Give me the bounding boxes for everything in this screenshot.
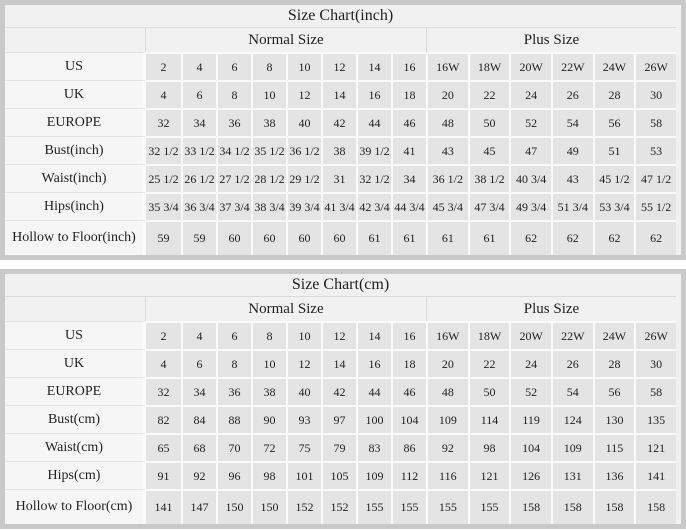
size-value-cell: 61 bbox=[426, 220, 468, 255]
size-value-cell: 116 bbox=[426, 461, 468, 489]
size-value-cell: 29 1/2 bbox=[286, 164, 321, 192]
size-value-cell: 16 bbox=[391, 52, 426, 80]
size-value-cell: 54 bbox=[551, 377, 593, 405]
size-value-cell: 50 bbox=[468, 108, 510, 136]
size-value-cell: 14 bbox=[321, 80, 356, 108]
size-value-cell: 52 bbox=[509, 377, 551, 405]
size-value-cell: 40 bbox=[286, 108, 321, 136]
size-value-cell: 62 bbox=[634, 220, 676, 255]
size-value-cell: 34 bbox=[391, 164, 426, 192]
size-value-cell: 92 bbox=[426, 433, 468, 461]
size-value-cell: 37 3/4 bbox=[216, 192, 251, 220]
size-value-cell: 6 bbox=[216, 321, 251, 349]
size-value-cell: 150 bbox=[251, 489, 286, 524]
table-row bbox=[5, 489, 676, 524]
size-value-cell: 18W bbox=[468, 52, 510, 80]
size-value-cell: 47 3/4 bbox=[468, 192, 510, 220]
size-value-cell: 84 bbox=[181, 405, 216, 433]
row-label: Hollow to Floor(inch) bbox=[5, 220, 146, 255]
size-value-cell: 114 bbox=[468, 405, 510, 433]
size-value-cell: 61 bbox=[356, 220, 391, 255]
size-value-cell: 26W bbox=[634, 52, 676, 80]
size-value-cell: 158 bbox=[593, 489, 635, 524]
size-value-cell: 92 bbox=[181, 461, 216, 489]
row-label: EUROPE bbox=[5, 108, 146, 136]
size-value-cell: 16 bbox=[391, 321, 426, 349]
table-row bbox=[5, 52, 676, 80]
table-row bbox=[5, 349, 676, 377]
size-value-cell: 98 bbox=[251, 461, 286, 489]
size-value-cell: 20W bbox=[509, 52, 551, 80]
size-value-cell: 48 bbox=[426, 377, 468, 405]
size-value-cell: 42 bbox=[321, 377, 356, 405]
size-value-cell: 86 bbox=[391, 433, 426, 461]
size-value-cell: 20 bbox=[426, 349, 468, 377]
size-value-cell: 155 bbox=[391, 489, 426, 524]
size-value-cell: 2 bbox=[146, 321, 181, 349]
size-value-cell: 43 bbox=[551, 164, 593, 192]
size-value-cell: 28 bbox=[593, 80, 635, 108]
size-value-cell: 8 bbox=[216, 349, 251, 377]
size-value-cell: 68 bbox=[181, 433, 216, 461]
size-value-cell: 40 bbox=[286, 377, 321, 405]
normal-size-header: Normal Size bbox=[146, 28, 426, 52]
size-value-cell: 59 bbox=[146, 220, 181, 255]
size-value-cell: 12 bbox=[286, 80, 321, 108]
size-value-cell: 28 1/2 bbox=[251, 164, 286, 192]
size-value-cell: 34 1/2 bbox=[216, 136, 251, 164]
size-value-cell: 36 1/2 bbox=[286, 136, 321, 164]
size-value-cell: 60 bbox=[216, 220, 251, 255]
table-row bbox=[5, 220, 676, 255]
column-group-row bbox=[5, 28, 676, 52]
size-value-cell: 62 bbox=[593, 220, 635, 255]
table-row bbox=[5, 461, 676, 489]
size-value-cell: 42 bbox=[321, 108, 356, 136]
size-value-cell: 53 3/4 bbox=[593, 192, 635, 220]
table-row bbox=[5, 108, 676, 136]
size-value-cell: 26 bbox=[551, 80, 593, 108]
table-row bbox=[5, 80, 676, 108]
size-value-cell: 16 bbox=[356, 349, 391, 377]
size-table-body bbox=[5, 52, 676, 255]
size-value-cell: 24W bbox=[593, 52, 635, 80]
size-value-cell: 112 bbox=[391, 461, 426, 489]
size-value-cell: 40 3/4 bbox=[509, 164, 551, 192]
chart-title-row bbox=[5, 5, 676, 28]
size-value-cell: 152 bbox=[286, 489, 321, 524]
size-value-cell: 35 3/4 bbox=[146, 192, 181, 220]
size-value-cell: 98 bbox=[468, 433, 510, 461]
size-value-cell: 62 bbox=[509, 220, 551, 255]
size-value-cell: 10 bbox=[251, 80, 286, 108]
size-value-cell: 42 3/4 bbox=[356, 192, 391, 220]
size-table-body bbox=[5, 321, 676, 524]
size-value-cell: 32 bbox=[146, 108, 181, 136]
size-value-cell: 46 bbox=[391, 377, 426, 405]
table-row bbox=[5, 192, 676, 220]
size-value-cell: 54 bbox=[551, 108, 593, 136]
size-value-cell: 45 3/4 bbox=[426, 192, 468, 220]
size-value-cell: 79 bbox=[321, 433, 356, 461]
size-value-cell: 38 bbox=[251, 377, 286, 405]
size-chart-cm-table bbox=[5, 274, 676, 524]
size-value-cell: 58 bbox=[634, 108, 676, 136]
size-value-cell: 18W bbox=[468, 321, 510, 349]
size-value-cell: 131 bbox=[551, 461, 593, 489]
size-value-cell: 58 bbox=[634, 377, 676, 405]
size-value-cell: 32 1/2 bbox=[356, 164, 391, 192]
size-value-cell: 16W bbox=[426, 321, 468, 349]
size-value-cell: 43 bbox=[426, 136, 468, 164]
chart-title: Size Chart(inch) bbox=[5, 5, 676, 28]
size-value-cell: 38 3/4 bbox=[251, 192, 286, 220]
size-value-cell: 16W bbox=[426, 52, 468, 80]
size-value-cell: 24 bbox=[509, 80, 551, 108]
size-value-cell: 22 bbox=[468, 349, 510, 377]
size-value-cell: 121 bbox=[468, 461, 510, 489]
size-value-cell: 155 bbox=[468, 489, 510, 524]
table-row bbox=[5, 321, 676, 349]
size-value-cell: 152 bbox=[321, 489, 356, 524]
size-value-cell: 45 1/2 bbox=[593, 164, 635, 192]
size-value-cell: 105 bbox=[321, 461, 356, 489]
size-value-cell: 44 bbox=[356, 108, 391, 136]
size-value-cell: 6 bbox=[216, 52, 251, 80]
size-value-cell: 24 bbox=[509, 349, 551, 377]
size-chart-inch-table bbox=[5, 5, 676, 255]
size-value-cell: 155 bbox=[426, 489, 468, 524]
size-value-cell: 8 bbox=[216, 80, 251, 108]
size-value-cell: 34 bbox=[181, 108, 216, 136]
size-value-cell: 26 bbox=[551, 349, 593, 377]
size-value-cell: 62 bbox=[551, 220, 593, 255]
size-value-cell: 82 bbox=[146, 405, 181, 433]
table-row bbox=[5, 164, 676, 192]
size-value-cell: 124 bbox=[551, 405, 593, 433]
size-value-cell: 14 bbox=[321, 349, 356, 377]
size-value-cell: 32 bbox=[146, 377, 181, 405]
size-value-cell: 30 bbox=[634, 80, 676, 108]
size-value-cell: 8 bbox=[251, 321, 286, 349]
size-value-cell: 36 bbox=[216, 108, 251, 136]
size-value-cell: 109 bbox=[551, 433, 593, 461]
size-value-cell: 12 bbox=[321, 52, 356, 80]
size-value-cell: 91 bbox=[146, 461, 181, 489]
size-value-cell: 4 bbox=[181, 52, 216, 80]
size-value-cell: 18 bbox=[391, 80, 426, 108]
size-value-cell: 38 1/2 bbox=[468, 164, 510, 192]
size-value-cell: 12 bbox=[286, 349, 321, 377]
table-row bbox=[5, 377, 676, 405]
row-label: Waist(cm) bbox=[5, 433, 146, 461]
size-value-cell: 121 bbox=[634, 433, 676, 461]
size-value-cell: 48 bbox=[426, 108, 468, 136]
size-chart-inch-panel bbox=[0, 0, 686, 260]
row-label: Hips(inch) bbox=[5, 192, 146, 220]
size-value-cell: 44 3/4 bbox=[391, 192, 426, 220]
row-label: US bbox=[5, 52, 146, 80]
size-value-cell: 50 bbox=[468, 377, 510, 405]
row-label: Hips(cm) bbox=[5, 461, 146, 489]
size-value-cell: 93 bbox=[286, 405, 321, 433]
size-value-cell: 33 1/2 bbox=[181, 136, 216, 164]
column-group-row bbox=[5, 297, 676, 321]
row-label: Bust(cm) bbox=[5, 405, 146, 433]
size-value-cell: 38 bbox=[321, 136, 356, 164]
table-row bbox=[5, 136, 676, 164]
size-value-cell: 52 bbox=[509, 108, 551, 136]
row-label: Bust(inch) bbox=[5, 136, 146, 164]
size-value-cell: 72 bbox=[251, 433, 286, 461]
size-value-cell: 56 bbox=[593, 377, 635, 405]
size-value-cell: 14 bbox=[356, 321, 391, 349]
size-value-cell: 60 bbox=[251, 220, 286, 255]
size-value-cell: 4 bbox=[181, 321, 216, 349]
size-value-cell: 158 bbox=[509, 489, 551, 524]
row-label: UK bbox=[5, 80, 146, 108]
size-value-cell: 4 bbox=[146, 80, 181, 108]
size-value-cell: 41 3/4 bbox=[321, 192, 356, 220]
size-value-cell: 28 bbox=[593, 349, 635, 377]
size-value-cell: 10 bbox=[286, 321, 321, 349]
size-value-cell: 14 bbox=[356, 52, 391, 80]
size-value-cell: 60 bbox=[321, 220, 356, 255]
size-value-cell: 49 bbox=[551, 136, 593, 164]
size-value-cell: 147 bbox=[181, 489, 216, 524]
size-value-cell: 97 bbox=[321, 405, 356, 433]
size-value-cell: 22W bbox=[551, 321, 593, 349]
size-value-cell: 51 bbox=[593, 136, 635, 164]
size-value-cell: 90 bbox=[251, 405, 286, 433]
size-chart-cm-panel bbox=[0, 269, 686, 529]
size-value-cell: 158 bbox=[551, 489, 593, 524]
size-value-cell: 4 bbox=[146, 349, 181, 377]
size-value-cell: 47 bbox=[509, 136, 551, 164]
size-value-cell: 59 bbox=[181, 220, 216, 255]
size-value-cell: 46 bbox=[391, 108, 426, 136]
row-label: EUROPE bbox=[5, 377, 146, 405]
size-value-cell: 36 3/4 bbox=[181, 192, 216, 220]
size-value-cell: 83 bbox=[356, 433, 391, 461]
size-value-cell: 18 bbox=[391, 349, 426, 377]
size-value-cell: 49 3/4 bbox=[509, 192, 551, 220]
size-value-cell: 22 bbox=[468, 80, 510, 108]
plus-size-header: Plus Size bbox=[426, 297, 676, 321]
size-value-cell: 27 1/2 bbox=[216, 164, 251, 192]
size-value-cell: 109 bbox=[426, 405, 468, 433]
size-value-cell: 20W bbox=[509, 321, 551, 349]
size-value-cell: 30 bbox=[634, 349, 676, 377]
chart-title-row bbox=[5, 274, 676, 297]
size-value-cell: 47 1/2 bbox=[634, 164, 676, 192]
size-value-cell: 135 bbox=[634, 405, 676, 433]
size-value-cell: 20 bbox=[426, 80, 468, 108]
size-value-cell: 26 1/2 bbox=[181, 164, 216, 192]
size-value-cell: 6 bbox=[181, 80, 216, 108]
size-value-cell: 38 bbox=[251, 108, 286, 136]
size-value-cell: 109 bbox=[356, 461, 391, 489]
size-value-cell: 2 bbox=[146, 52, 181, 80]
size-value-cell: 6 bbox=[181, 349, 216, 377]
size-value-cell: 24W bbox=[593, 321, 635, 349]
size-value-cell: 35 1/2 bbox=[251, 136, 286, 164]
size-value-cell: 34 bbox=[181, 377, 216, 405]
size-value-cell: 141 bbox=[146, 489, 181, 524]
size-value-cell: 104 bbox=[509, 433, 551, 461]
size-value-cell: 75 bbox=[286, 433, 321, 461]
size-value-cell: 36 1/2 bbox=[426, 164, 468, 192]
size-value-cell: 70 bbox=[216, 433, 251, 461]
table-row bbox=[5, 433, 676, 461]
size-value-cell: 53 bbox=[634, 136, 676, 164]
size-value-cell: 100 bbox=[356, 405, 391, 433]
size-value-cell: 61 bbox=[468, 220, 510, 255]
normal-size-header: Normal Size bbox=[146, 297, 426, 321]
size-value-cell: 104 bbox=[391, 405, 426, 433]
plus-size-header: Plus Size bbox=[426, 28, 676, 52]
size-value-cell: 115 bbox=[593, 433, 635, 461]
size-value-cell: 10 bbox=[286, 52, 321, 80]
size-value-cell: 56 bbox=[593, 108, 635, 136]
size-value-cell: 44 bbox=[356, 377, 391, 405]
size-value-cell: 155 bbox=[356, 489, 391, 524]
size-value-cell: 88 bbox=[216, 405, 251, 433]
size-value-cell: 32 1/2 bbox=[146, 136, 181, 164]
size-value-cell: 141 bbox=[634, 461, 676, 489]
size-value-cell: 45 bbox=[468, 136, 510, 164]
size-value-cell: 22W bbox=[551, 52, 593, 80]
size-value-cell: 39 1/2 bbox=[356, 136, 391, 164]
size-value-cell: 39 3/4 bbox=[286, 192, 321, 220]
size-value-cell: 96 bbox=[216, 461, 251, 489]
size-value-cell: 65 bbox=[146, 433, 181, 461]
size-value-cell: 12 bbox=[321, 321, 356, 349]
size-value-cell: 101 bbox=[286, 461, 321, 489]
size-value-cell: 136 bbox=[593, 461, 635, 489]
row-label: US bbox=[5, 321, 146, 349]
size-value-cell: 158 bbox=[634, 489, 676, 524]
corner-cell bbox=[5, 297, 146, 321]
size-value-cell: 61 bbox=[391, 220, 426, 255]
size-value-cell: 60 bbox=[286, 220, 321, 255]
size-value-cell: 130 bbox=[593, 405, 635, 433]
size-value-cell: 10 bbox=[251, 349, 286, 377]
size-value-cell: 126 bbox=[509, 461, 551, 489]
size-value-cell: 26W bbox=[634, 321, 676, 349]
size-value-cell: 119 bbox=[509, 405, 551, 433]
size-value-cell: 25 1/2 bbox=[146, 164, 181, 192]
size-value-cell: 55 1/2 bbox=[634, 192, 676, 220]
row-label: Waist(inch) bbox=[5, 164, 146, 192]
size-value-cell: 41 bbox=[391, 136, 426, 164]
size-value-cell: 31 bbox=[321, 164, 356, 192]
size-value-cell: 51 3/4 bbox=[551, 192, 593, 220]
chart-title: Size Chart(cm) bbox=[5, 274, 676, 297]
row-label: Hollow to Floor(cm) bbox=[5, 489, 146, 524]
table-row bbox=[5, 405, 676, 433]
row-label: UK bbox=[5, 349, 146, 377]
corner-cell bbox=[5, 28, 146, 52]
size-value-cell: 16 bbox=[356, 80, 391, 108]
size-value-cell: 150 bbox=[216, 489, 251, 524]
size-value-cell: 36 bbox=[216, 377, 251, 405]
size-value-cell: 8 bbox=[251, 52, 286, 80]
